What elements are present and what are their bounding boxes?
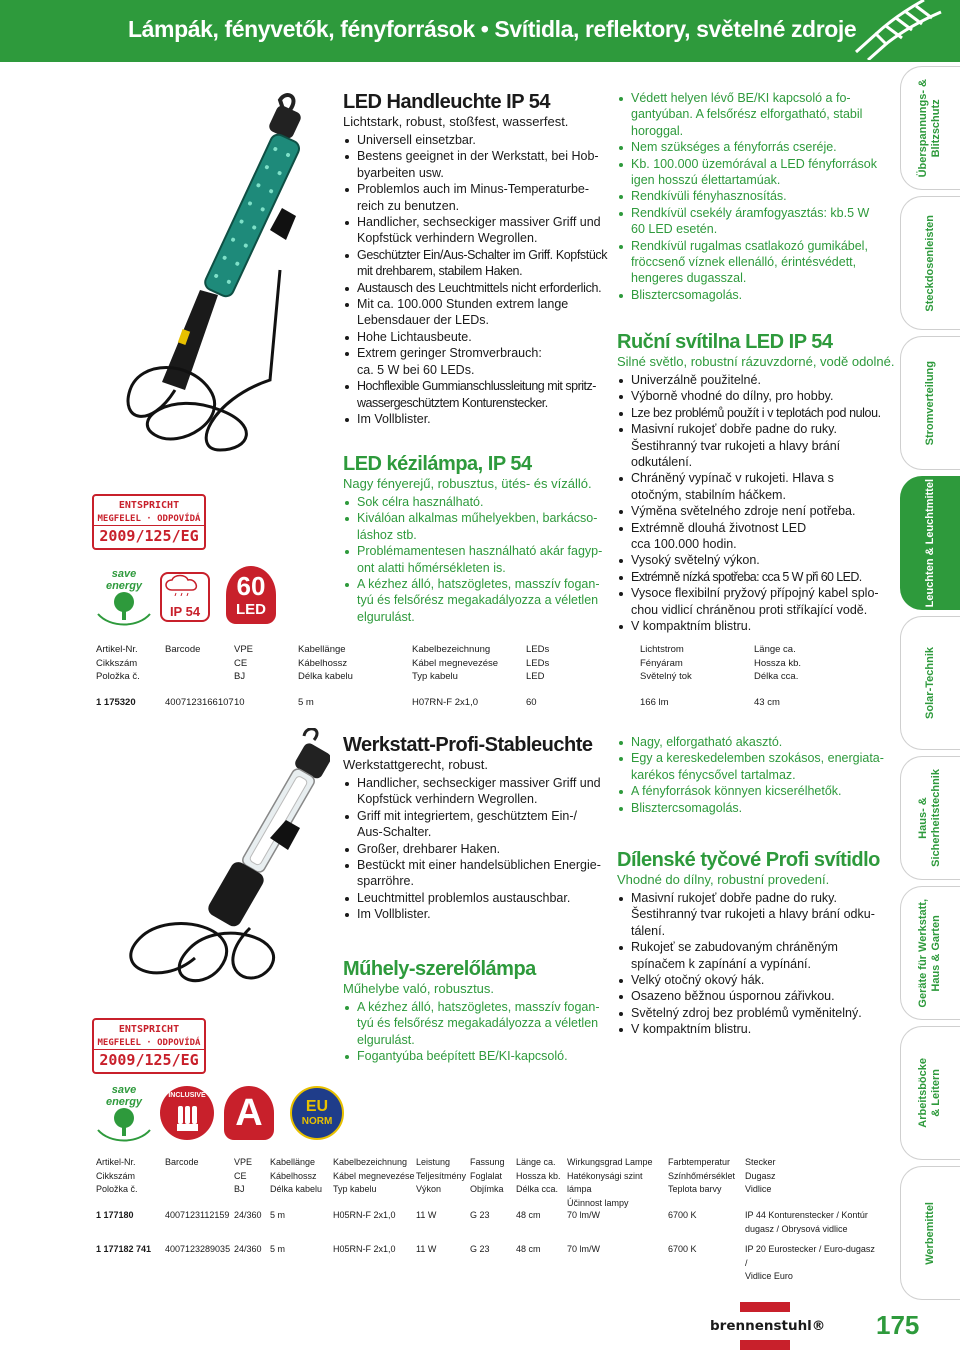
- product1-hu-bullets: [343, 494, 613, 625]
- cell: H05RN-F 2x1,0: [333, 1244, 396, 1254]
- bullet: A kézhez álló, hatszögletes, masszív fogan- tyú és felsőrész megakadályozza a véletlen elgurulást.: [343, 999, 613, 1048]
- header-cell: Barcode: [165, 1157, 199, 1167]
- page-header: [0, 0, 960, 62]
- bullet: Hochflexible Gummianschlussleitung mit spritz- wassergeschütztem Konturenstecker.: [343, 378, 615, 411]
- led-hand-lamp-image: [100, 90, 320, 470]
- cell: IP 44 Konturenstecker / Kontúr dugasz / Obrysová vidlice: [745, 1210, 868, 1234]
- bullet: A kézhez álló, hatszögletes, masszív fogan- tyú és felsőrész megakadályozza a véletlen elgurulást.: [343, 576, 613, 625]
- product2-hu-bullets-cont: [617, 734, 887, 816]
- cell: 11 W: [416, 1210, 437, 1220]
- header-cell: Stecker Dugasz Vidlice: [745, 1157, 776, 1194]
- product2-cz-bullets: [617, 890, 887, 1038]
- sidebar-tab-werbemittel[interactable]: [900, 1166, 960, 1300]
- product2-hu-subtitle: Műhelybe való, robusztus.: [343, 981, 495, 996]
- bullet: Lze bez problémů použít i v teplotách pod nulou.: [617, 405, 887, 421]
- product1-hu-title: LED kézilámpa, IP 54: [343, 453, 532, 475]
- cell: IP 20 Eurostecker / Euro-dugasz / Vidlice Euro: [745, 1244, 875, 1281]
- product1-hu-bullets-cont: [617, 90, 887, 303]
- energy-class-label: A: [235, 1092, 263, 1134]
- product2-hu-block: [343, 957, 613, 1065]
- header-cell: Artikel-Nr. Cikkszám Položka č.: [96, 644, 140, 682]
- product2-cz-subtitle: Vhodné do dílny, robustní provedení.: [617, 872, 830, 887]
- inclusive-label: INCLUSIVE: [168, 1092, 206, 1099]
- header-cell: Barcode: [165, 644, 201, 655]
- product2-de-subtitle: Werkstattgerecht, robust.: [343, 757, 488, 772]
- product1-de-bullets: [343, 132, 615, 427]
- product1-de-title: LED Handleuchte IP 54: [343, 91, 550, 113]
- cell: 24/360: [234, 1244, 262, 1254]
- bullet: Austausch des Leuchtmittels nicht erforderlich.: [343, 280, 615, 296]
- product2-de-title: Werkstatt-Profi-Stableuchte: [343, 734, 593, 756]
- bullet: Rendkívül csekély áramfogyasztás: kb.5 W 60 LED esetén.: [617, 205, 887, 238]
- bullet: Výměna světelného zdroje není potřeba.: [617, 503, 887, 519]
- sidebar-tab-label: Werbemittel: [923, 1201, 936, 1265]
- led-label: LED: [236, 601, 266, 618]
- eu-norm-badge: [290, 1086, 344, 1140]
- compact-fluorescent-icon: [174, 1104, 200, 1134]
- bullet: Extrémně dlouhá životnost LED cca 100.000 hodin.: [617, 520, 887, 553]
- bullet: Griff mit integriertem, geschütztem Ein-/ Aus-Schalter.: [343, 808, 615, 841]
- bullet: Vysoce flexibilní pryžový přípojný kabel splo- chou vidlicí chráněnou proti stříkající vodě.: [617, 585, 887, 618]
- product1-cz-block: [617, 330, 895, 635]
- header-cell: Kabellänge Kábelhossz Délka kabelu: [270, 1157, 323, 1194]
- erp-line: 2009/125/EG: [94, 1049, 204, 1070]
- cell: 5 m: [270, 1244, 286, 1254]
- cell: 70 lm/W: [567, 1210, 601, 1220]
- cell: 4007123289035: [165, 1244, 231, 1254]
- bullet: Chráněný vypínač v rukojeti. Hlava s otočným, stabilním háčkem.: [617, 470, 887, 503]
- cell: H05RN-F 2x1,0: [333, 1210, 396, 1220]
- inclusive-bulb-badge: [160, 1086, 214, 1140]
- sidebar-tab-label: Solar-Technik: [923, 647, 936, 719]
- cell: 60: [526, 697, 537, 708]
- bullet: Nagy, elforgatható akasztó.: [617, 734, 887, 750]
- header-cell: Artikel-Nr. Cikkszám Položka č.: [96, 1157, 138, 1194]
- page-title: Lámpák, fényvetők, fényforrások • Svítidla, reflektory, světelné zdroje: [128, 16, 857, 42]
- sidebar-tab-label: Überspannungs- & Blitzschutz: [917, 78, 943, 178]
- cell: H07RN-F 2x1,0: [412, 697, 478, 708]
- product1-cz-bullets: [617, 372, 887, 635]
- table-header: [96, 643, 834, 684]
- sidebar-tab-label: Leuchten & Leuchtmittel: [923, 478, 936, 608]
- bullet: Rendkívül rugalmas csatlakozó gumikábel, fröccsenő víznek ellenálló, érintésvédett, hengeres dugasszal.: [617, 238, 887, 287]
- bullet: Masivní rukojeť dobře padne do ruky. Šestihranný tvar rukojeti a hlavy brání odkutálení.: [617, 421, 887, 470]
- rain-cloud-icon: [162, 574, 208, 596]
- page-number: 175: [876, 1310, 920, 1340]
- table-row: [96, 1243, 875, 1284]
- workshop-rod-lamp-image: [100, 728, 330, 998]
- eu-label: EU: [305, 1098, 329, 1115]
- cell: G 23: [470, 1210, 490, 1220]
- erp-directive-badge: [92, 1018, 206, 1074]
- product1-de-block: [343, 90, 615, 427]
- cell: G 23: [470, 1244, 490, 1254]
- bullet: Im Vollblister.: [343, 411, 615, 427]
- product2-hu-block-cont: [617, 734, 887, 816]
- bullet: Blisztercsomagolás.: [617, 800, 887, 816]
- led-count-badge: [226, 566, 276, 624]
- bullet: Vysoký světelný výkon.: [617, 552, 887, 568]
- cell: 43 cm: [754, 697, 780, 708]
- erp-line: MEGFELEL · ODPOVÍDÁ: [97, 1038, 201, 1048]
- bullet: Kb. 100.000 üzemórával a LED fényforrások igen hosszú élettartamúak.: [617, 156, 887, 189]
- bullet: Egy a kereskedelemben szokásos, energiata- karékos fénycsővel tartalmaz.: [617, 750, 887, 783]
- sidebar-tab-stromverteilung[interactable]: [900, 336, 960, 470]
- cell: 166 lm: [640, 697, 669, 708]
- product2-de-block: [343, 733, 615, 923]
- bullet: Rukojeť se zabudovaným chráněným spínačem k zapínání a vypínání.: [617, 939, 887, 972]
- cell: 4007123112159: [165, 1210, 230, 1220]
- product2-cz-title: Dílenské tyčové Profi svítidlo: [617, 849, 880, 871]
- cell: 5 m: [298, 697, 314, 708]
- sidebar-tab-label: Geräte für Werkstatt, Haus & Garten: [917, 898, 943, 1008]
- header-cell: VPE CE BJ: [234, 1157, 253, 1194]
- led-count: 60: [236, 571, 266, 601]
- bullet: V kompaktním blistru.: [617, 1021, 887, 1037]
- bullet: Velký otočný okový hák.: [617, 972, 887, 988]
- header-cell: Länge ca. Hossza kb. Délka cca.: [754, 644, 801, 682]
- bullet: V kompaktním blistru.: [617, 618, 887, 634]
- sidebar-tab-solar[interactable]: [900, 616, 960, 750]
- cell: 6700 K: [668, 1210, 697, 1220]
- bullet: Im Vollblister.: [343, 906, 615, 922]
- product1-hu-block: [343, 452, 613, 625]
- bullet: Kiválóan alkalmas műhelyekben, barkácso- láshoz stb.: [343, 510, 613, 543]
- header-cell: Lichtstrom Fényáram Světelný tok: [640, 644, 692, 682]
- cell: 1 177182 741: [96, 1244, 152, 1254]
- table-row: [96, 1209, 875, 1236]
- cell: 48 cm: [516, 1210, 541, 1220]
- bullet: Sok célra használható.: [343, 494, 613, 510]
- sidebar-tab-label: Stromverteilung: [923, 360, 936, 446]
- light-bulb-icon: [846, 0, 946, 60]
- category-sidebar: [900, 62, 960, 1358]
- bullet: Fogantyúba beépített BE/KI-kapcsoló.: [343, 1048, 613, 1064]
- bullet: Hohe Lichtausbeute.: [343, 329, 615, 345]
- brand-name: brennenstuhl®: [710, 1318, 826, 1334]
- bullet: Universell einsetzbar.: [343, 132, 615, 148]
- cell: 48 cm: [516, 1244, 541, 1254]
- save-energy-label: save energy: [105, 1084, 143, 1108]
- bullet: Extrémně nízká spotřeba: cca 5 W při 60 LED.: [617, 569, 887, 585]
- sidebar-tab-label: Steckdosenleisten: [923, 214, 936, 312]
- bullet: Handlicher, sechseckiger massiver Griff und Kopfstück verhindern Wegrollen.: [343, 775, 615, 808]
- bullet: Védett helyen lévő BE/KI kapcsoló a fo- gantyúban. A felsőrész elforgatható, stabil horoggal.: [617, 90, 887, 139]
- sidebar-tab-label: Arbeitsböcke & Leitern: [917, 1058, 943, 1128]
- header-cell: Leistung Teljesítmény Výkon: [416, 1157, 467, 1194]
- bullet: Blisztercsomagolás.: [617, 287, 887, 303]
- bullet: Handlicher, sechseckiger massiver Griff und Kopfstück verhindern Wegrollen.: [343, 214, 615, 247]
- bullet: Geschützter Ein/Aus-Schalter im Griff. Kopfstück mit drehbarem, stabilem Haken.: [343, 247, 615, 280]
- product1-cz-subtitle: Silné světlo, robustní rázuvzdorné, vodě odolné.: [617, 354, 895, 369]
- cell: 24/360: [234, 1210, 262, 1220]
- bullet: Bestückt mit einer handelsüblichen Energie- sparröhre.: [343, 857, 615, 890]
- cell: 1 175320: [96, 697, 136, 708]
- product2-hu-bullets: [343, 999, 613, 1065]
- erp-line: 2009/125/EG: [94, 525, 204, 546]
- product1-hu-block-cont: [617, 90, 887, 303]
- norm-label: NORM: [301, 1116, 333, 1127]
- erp-directive-badge: [92, 494, 206, 550]
- cell: 4007123166107: [165, 697, 234, 708]
- table-header: [96, 1156, 875, 1210]
- sidebar-tab-ueberspannung[interactable]: [900, 66, 960, 190]
- cell: 5 m: [270, 1210, 286, 1220]
- bullet: Mit ca. 100.000 Stunden extrem lange Lebensdauer der LEDs.: [343, 296, 615, 329]
- sidebar-tab-label: Haus- & Sicherheitstechnik: [917, 769, 943, 867]
- bullet: Problemlos auch im Minus-Temperaturbe- reich zu benutzen.: [343, 181, 615, 214]
- bullet: Světelný zdroj bez problémů vyměnitelný.: [617, 1005, 887, 1021]
- bullet: Osazeno běžnou úspornou zářivkou.: [617, 988, 887, 1004]
- cell: 11 W: [416, 1244, 437, 1254]
- sidebar-tab-arbeitsboecke[interactable]: [900, 1026, 960, 1160]
- cell: 1 177180: [96, 1210, 134, 1220]
- bullet: A fényforrások könnyen kicserélhetők.: [617, 783, 887, 799]
- ip-label: IP 54: [169, 604, 201, 619]
- save-energy-badge: [92, 1082, 156, 1142]
- product1-hu-subtitle: Nagy fényerejű, robusztus, ütés- és vízálló.: [343, 476, 592, 491]
- product2-cz-block: [617, 848, 887, 1038]
- header-cell: Kabelbezeichnung Kábel megnevezése Typ kabelu: [333, 1157, 415, 1194]
- header-cell: LEDs LEDs LED: [526, 644, 550, 682]
- bullet: Großer, drehbarer Haken.: [343, 841, 615, 857]
- energy-class-badge: [224, 1086, 274, 1140]
- header-cell: Kabelbezeichnung Kábel megnevezése Typ kabelu: [412, 644, 499, 682]
- ip54-badge: [160, 572, 210, 622]
- sidebar-tab-leuchten[interactable]: [900, 476, 960, 610]
- header-cell: VPE CE BJ: [234, 644, 254, 682]
- bullet: Leuchtmittel problemlos austauschbar.: [343, 890, 615, 906]
- bullet: Výborně vhodné do dílny, pro hobby.: [617, 388, 887, 404]
- erp-line: MEGFELEL · ODPOVÍDÁ: [97, 514, 201, 524]
- header-cell: Wirkungsgrad Lampe Hatékonysági szint lámpa Účinnost lampy: [567, 1157, 653, 1208]
- bullet: Masivní rukojeť dobře padne do ruky. Šestihranný tvar rukojeti a hlavy brání odku- tálení.: [617, 890, 887, 939]
- save-energy-badge: [92, 566, 156, 626]
- product2-spec-table: [96, 1156, 875, 1281]
- cell: 6700 K: [668, 1244, 697, 1254]
- sidebar-tab-steckdosenleisten[interactable]: [900, 196, 960, 330]
- header-cell: Fassung Foglalat Objímka: [470, 1157, 505, 1194]
- header-cell: Länge ca. Hossza kb. Délka cca.: [516, 1157, 561, 1194]
- header-cell: Farbtemperatur Színhőmérséklet Teplota barvy: [668, 1157, 736, 1194]
- product1-cz-title: Ruční svítilna LED IP 54: [617, 331, 833, 353]
- bullet: Extrem geringer Stromverbrauch: ca. 5 W bei 60 LEDs.: [343, 345, 615, 378]
- bullet: Rendkívüli fényhasznosítás.: [617, 188, 887, 204]
- bullet: Problémamentesen használható akár fagyp- ont alatti hőmérsékleten is.: [343, 543, 613, 576]
- erp-line: ENTSPRICHT: [118, 500, 180, 511]
- sidebar-tab-geraete[interactable]: [900, 886, 960, 1020]
- table-row: [96, 696, 834, 710]
- product2-de-bullets: [343, 775, 615, 923]
- product2-hu-title: Műhely-szerelőlámpa: [343, 958, 536, 980]
- save-energy-label: save energy: [105, 568, 143, 592]
- header-cell: Kabellänge Kábelhossz Délka kabelu: [298, 644, 353, 682]
- product1-spec-table: [96, 643, 834, 708]
- cell: 10: [234, 697, 245, 708]
- product1-de-subtitle: Lichtstark, robust, stoßfest, wasserfest.: [343, 114, 569, 129]
- bullet: Bestens geeignet in der Werkstatt, bei Hob- byarbeiten usw.: [343, 148, 615, 181]
- sidebar-tab-haustechnik[interactable]: [900, 756, 960, 880]
- brennenstuhl-logo: [710, 1302, 826, 1350]
- bullet: Nem szükséges a fényforrás cseréje.: [617, 139, 887, 155]
- cell: 70 lm/W: [567, 1244, 601, 1254]
- erp-line: ENTSPRICHT: [118, 1024, 180, 1035]
- bullet: Univerzálně použitelné.: [617, 372, 887, 388]
